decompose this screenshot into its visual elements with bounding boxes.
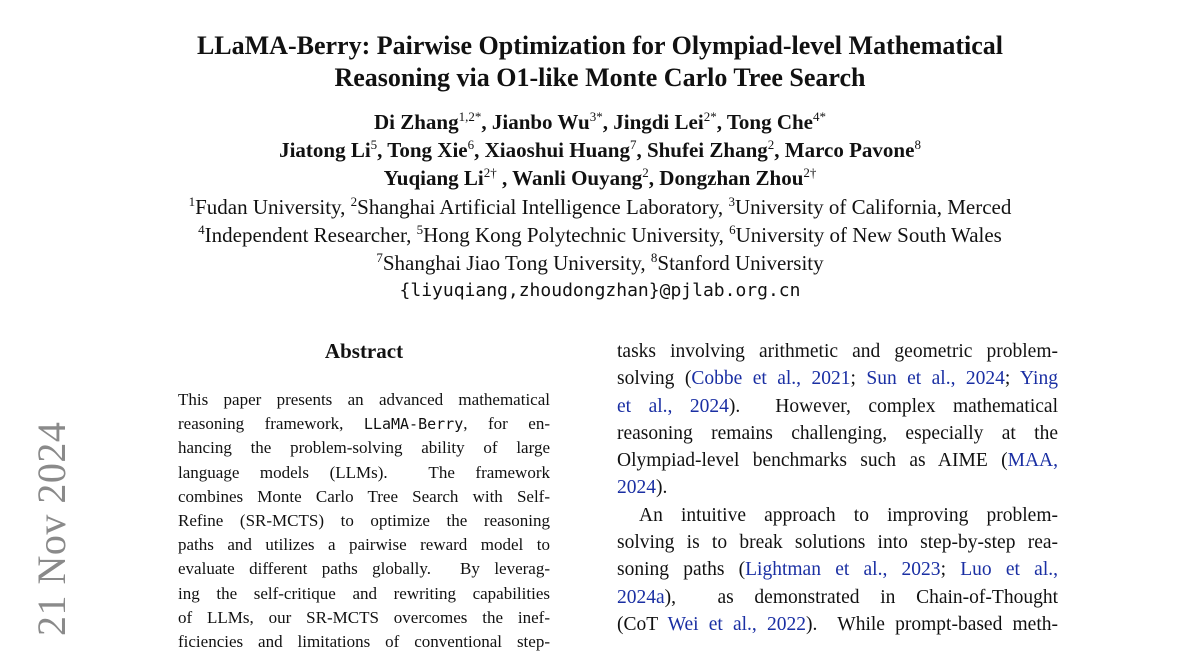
body-text: An intuitive approach to improving problem- bbox=[639, 504, 1058, 526]
body-line bbox=[617, 447, 1058, 474]
affiliation-name: Hong Kong Polytechnic University, bbox=[423, 223, 730, 247]
author-separator: , bbox=[377, 138, 388, 162]
abstract-line bbox=[178, 461, 550, 485]
abstract-text: language models (LLMs). The framework bbox=[178, 462, 550, 482]
body-text: solving is to break solutions into step-by-step rea- bbox=[617, 532, 1058, 554]
body-line bbox=[617, 529, 1058, 556]
author-name: Tong Xie bbox=[387, 138, 468, 162]
affiliation-index: 8 bbox=[650, 250, 658, 265]
affiliation-line bbox=[0, 249, 1200, 277]
arxiv-date-stamp: 21 Nov 2024 bbox=[29, 421, 74, 636]
abstract-text: reasoning framework, bbox=[178, 414, 364, 434]
body-text: ), as demonstrated in Chain-of-Thought bbox=[664, 586, 1058, 608]
affiliation-name: Fudan University, bbox=[195, 195, 351, 219]
author-separator: , bbox=[474, 138, 485, 162]
author-name: Dongzhan Zhou bbox=[659, 166, 804, 190]
affiliation-name: Shanghai Jiao Tong University, bbox=[382, 251, 651, 275]
affiliation-name: Independent Researcher, bbox=[204, 223, 417, 247]
affiliation-line bbox=[0, 221, 1200, 249]
abstract-line bbox=[178, 412, 550, 436]
body-text: ). While prompt-based meth- bbox=[805, 613, 1058, 635]
abstract-text: This paper presents an advanced mathematical bbox=[178, 390, 550, 409]
abstract-text: Refine (SR-MCTS) to optimize the reasoning bbox=[178, 510, 550, 530]
author-separator: , bbox=[496, 166, 513, 190]
author-affiliation-marker: 8 bbox=[914, 137, 921, 152]
body-line bbox=[617, 393, 1058, 420]
affiliation-name: University of New South Wales bbox=[735, 223, 1002, 247]
abstract-body bbox=[178, 388, 550, 654]
author-affiliation-marker: 5 bbox=[370, 137, 378, 152]
author-line bbox=[0, 164, 1200, 192]
body-line bbox=[617, 502, 1058, 529]
abstract-line bbox=[178, 436, 550, 460]
author-name: Tong Che bbox=[726, 110, 813, 134]
citation-link[interactable]: 2024a bbox=[617, 586, 665, 608]
author-name: Wanli Ouyang bbox=[512, 166, 643, 190]
body-text: solving ( bbox=[617, 368, 692, 390]
author-affiliation-marker: 2* bbox=[703, 109, 717, 124]
abstract-line bbox=[178, 606, 550, 630]
body-text: ; bbox=[850, 368, 867, 390]
citation-link[interactable]: Sun et al., 2024 bbox=[866, 368, 1005, 390]
author-affiliation-marker: 1,2* bbox=[458, 109, 482, 124]
abstract-line bbox=[178, 388, 550, 412]
citation-link[interactable]: Luo et al., bbox=[960, 559, 1058, 581]
citation-link[interactable]: Ying bbox=[1020, 368, 1058, 390]
body-line bbox=[617, 584, 1058, 611]
affiliation-line bbox=[0, 193, 1200, 221]
body-text: ; bbox=[940, 559, 961, 581]
citation-link[interactable]: Lightman et al., 2023 bbox=[745, 559, 941, 581]
author-separator: , bbox=[716, 110, 727, 134]
title-line: Reasoning via O1-like Monte Carlo Tree Search bbox=[334, 63, 866, 92]
abstract-text: hancing the problem-solving ability of large bbox=[178, 438, 550, 458]
body-line bbox=[617, 365, 1058, 392]
body-text: Olympiad-level benchmarks such as AIME ( bbox=[617, 450, 1008, 472]
abstract-line bbox=[178, 509, 550, 533]
abstract-text: ficiencies and limitations of conventional step- bbox=[178, 631, 550, 651]
author-affiliation-marker: 4* bbox=[813, 109, 826, 124]
abstract-text: evaluate different paths globally. By leverag- bbox=[178, 559, 550, 579]
affiliation-index: 1 bbox=[188, 194, 196, 209]
affiliation-index: 3 bbox=[728, 194, 735, 209]
system-name: LLaMA-Berry bbox=[363, 415, 464, 434]
abstract-text: of LLMs, our SR-MCTS overcomes the inef- bbox=[178, 607, 550, 627]
affiliations bbox=[0, 193, 1200, 305]
body-line bbox=[617, 338, 1058, 365]
abstract-line bbox=[178, 630, 550, 654]
author-separator: , bbox=[602, 110, 614, 134]
abstract-text: ing the self-critique and rewriting capabilities bbox=[178, 583, 550, 603]
body-text: ; bbox=[1004, 368, 1021, 390]
affiliation-index: 2 bbox=[350, 194, 358, 209]
author-name: Marco Pavone bbox=[784, 138, 915, 162]
body-text: ). However, complex mathematical bbox=[728, 395, 1058, 417]
abstract-line bbox=[178, 557, 550, 581]
author-affiliation-marker: 3* bbox=[589, 109, 603, 124]
citation-link[interactable]: et al., 2024 bbox=[617, 395, 729, 417]
author-name: Jianbo Wu bbox=[491, 110, 590, 134]
affiliation-index: 6 bbox=[729, 222, 736, 237]
abstract-line bbox=[178, 485, 550, 509]
citation-link[interactable]: MAA, bbox=[1007, 450, 1058, 472]
citation-link[interactable]: 2024 bbox=[617, 477, 656, 499]
body-line bbox=[617, 420, 1058, 447]
author-affiliation-marker: 7 bbox=[629, 137, 637, 152]
intro-column bbox=[617, 338, 1058, 638]
paper-title bbox=[0, 30, 1200, 94]
citation-link[interactable]: Cobbe et al., 2021 bbox=[691, 368, 851, 390]
abstract-line bbox=[178, 533, 550, 557]
affiliation-name: University of California, Merced bbox=[734, 195, 1012, 219]
affiliation-index: 5 bbox=[416, 222, 424, 237]
author-name: Jiatong Li bbox=[279, 138, 371, 162]
citation-link[interactable]: Wei et al., 2022 bbox=[667, 613, 806, 635]
abstract-heading: Abstract bbox=[324, 339, 404, 363]
author-name: Di Zhang bbox=[373, 110, 459, 134]
body-text: tasks involving arithmetic and geometric problem- bbox=[617, 341, 1058, 362]
author-name: Xiaoshui Huang bbox=[484, 138, 630, 162]
author-affiliation-marker: 2† bbox=[803, 165, 817, 180]
body-text: reasoning remains challenging, especially at the bbox=[617, 422, 1058, 444]
abstract-text: combines Monte Carlo Tree Search with Self- bbox=[178, 486, 550, 506]
author-line bbox=[0, 108, 1200, 136]
abstract-text: , for en- bbox=[463, 414, 551, 434]
author-affiliation-marker: 2 bbox=[642, 165, 649, 180]
body-text: ). bbox=[656, 477, 668, 499]
author-name: Shufei Zhang bbox=[646, 138, 768, 162]
author-separator: , bbox=[648, 166, 660, 190]
abstract-text: paths and utilizes a pairwise reward model to bbox=[178, 535, 550, 555]
author-list bbox=[0, 108, 1200, 192]
body-line bbox=[617, 474, 1058, 501]
author-affiliation-marker: 6 bbox=[467, 137, 475, 152]
affiliation-index: 7 bbox=[376, 250, 383, 265]
author-separator: , bbox=[481, 110, 492, 134]
author-affiliation-marker: 2 bbox=[767, 137, 775, 152]
affiliation-name: Shanghai Artificial Intelligence Laboratory, bbox=[357, 195, 729, 219]
title-line: LLaMA-Berry: Pairwise Optimization for Olympiad-level Mathematical bbox=[196, 31, 1004, 60]
affiliation-index: 4 bbox=[198, 222, 205, 237]
contact-email[interactable]: {liyuqiang,zhoudongzhan}@pjlab.org.cn bbox=[399, 280, 801, 301]
affiliation-name: Stanford University bbox=[657, 251, 824, 275]
body-line bbox=[617, 556, 1058, 583]
abstract-line bbox=[178, 582, 550, 606]
author-separator: , bbox=[636, 138, 647, 162]
body-line bbox=[617, 611, 1058, 638]
body-text: soning paths ( bbox=[617, 559, 746, 581]
body-text: (CoT bbox=[617, 613, 668, 635]
author-name: Yuqiang Li bbox=[383, 166, 484, 190]
author-line bbox=[0, 136, 1200, 164]
author-affiliation-marker: 2† bbox=[483, 165, 497, 180]
author-name: Jingdi Lei bbox=[613, 110, 704, 134]
author-separator: , bbox=[774, 138, 785, 162]
